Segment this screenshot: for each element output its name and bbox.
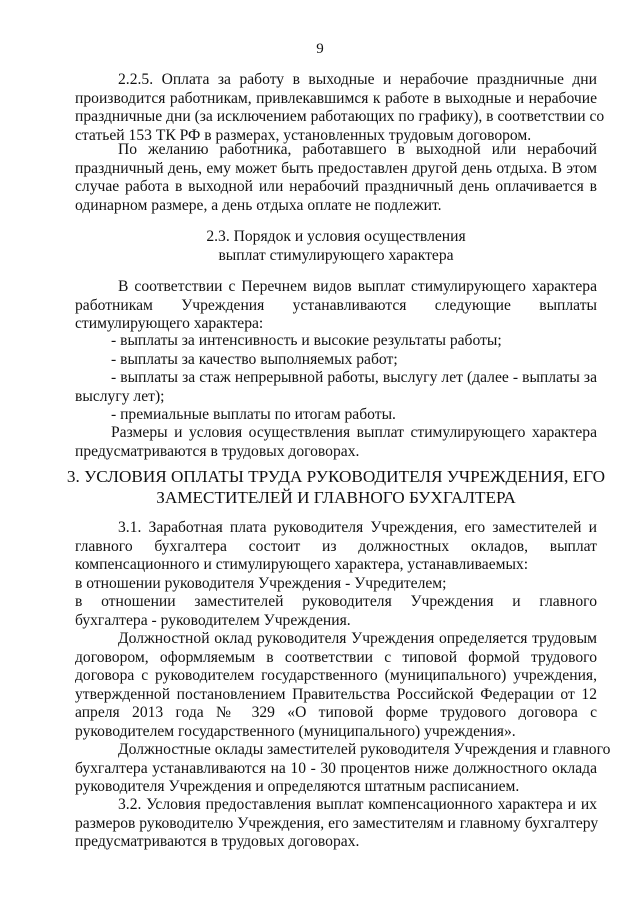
text-line: производится работникам, привлекавшимся к работе в выходные и нерабочие: [75, 89, 597, 107]
text-line: бухгалтера устанавливаются на 10 - 30 процентов ниже должностного оклада: [75, 759, 597, 777]
text-line: в отношении заместителей руководителя Учреждения и главного: [75, 593, 597, 610]
text-line: одинарном размере, а день отдыха оплате не подлежит.: [75, 196, 442, 214]
text-line: 3.1. Заработная плата руководителя Учреждения, его заместителей и: [118, 519, 597, 536]
list-item: - выплаты за интенсивность и высокие результаты работы;: [111, 332, 502, 349]
heading-line: выплат стимулирующего характера: [218, 246, 454, 264]
paragraph-employee-request: [75, 141, 597, 215]
paragraph-3-2: [75, 796, 597, 852]
text-line: главного бухгалтера состоит из должностных окладов, выплат: [75, 537, 597, 555]
text-line: В соответствии с Перечнем видов выплат стимулирующего характера: [118, 278, 597, 295]
heading-line: 3. УСЛОВИЯ ОПЛАТЫ ТРУДА РУКОВОДИТЕЛЯ УЧРЕЖДЕНИЯ, ЕГО: [66, 467, 606, 486]
paragraph-incentive-intro: [75, 278, 597, 334]
paragraph-director-salary: [75, 630, 597, 741]
text-line: Размеры и условия осуществления выплат стимулирующего характера: [111, 424, 597, 441]
heading-line: 2.3. Порядок и условия осуществления: [206, 228, 466, 245]
text-line: размеров руководителю Учреждения, его заместителям и главному бухгалтеру: [75, 814, 599, 832]
text-line: в отношении руководителя Учреждения - Учредителем;: [75, 574, 447, 592]
text-line: статьей 153 ТК РФ в размерах, установленных трудовым договором.: [75, 126, 532, 144]
text-line: Должностной оклад руководителя Учреждения определяется трудовым: [118, 630, 597, 647]
heading-line: ЗАМЕСТИТЕЛЕЙ И ГЛАВНОГО БУХГАЛТЕРА: [156, 488, 516, 507]
text-line: договора с руководителем государственного (муниципального) учреждения,: [75, 667, 597, 684]
text-line: случае работа в выходной или нерабочий праздничный день оплачивается в: [75, 178, 597, 195]
text-line: руководителем государственного (муниципального) учреждения».: [75, 722, 516, 740]
text-line: апреля 2013 года № 329 «О типовой форме трудового договора с: [75, 704, 597, 721]
text-line: 2.2.5. Оплата за работу в выходные и нерабочие праздничные дни: [118, 71, 597, 88]
heading-2-3: [75, 228, 597, 265]
text-line: бухгалтера - руководителем Учреждения.: [75, 611, 351, 629]
text-line: праздничные дни (за исключением работающих по графику), в соответствии со: [75, 108, 605, 125]
text-line: Должностные оклады заместителей руководителя Учреждения и главного: [118, 741, 611, 758]
page-number: 9: [316, 41, 324, 57]
list-item: - выплаты за стаж непрерывной работы, выслугу лет (далее - выплаты за: [111, 369, 597, 386]
text-line: руководителя Учреждения и определяются штатным расписанием.: [75, 778, 520, 795]
text-line: 3.2. Условия предоставления выплат компенсационного характера и их: [118, 796, 597, 813]
paragraph-incentive-sizes: [75, 424, 597, 461]
text-line: работникам Учреждения устанавливаются следующие выплаты: [75, 296, 597, 314]
paragraph-3-1: [75, 519, 597, 630]
list-item: - премиальные выплаты по итогам работы.: [111, 406, 396, 423]
list-item: выслугу лет);: [75, 387, 165, 405]
heading-section-3: [60, 466, 612, 508]
text-line: утвержденной постановлением Правительства Российской Федерации от 12: [75, 685, 597, 703]
text-line: предусматриваются в трудовых договорах.: [75, 442, 360, 460]
text-line: компенсационного и стимулирующего характера, устанавливаемых:: [75, 556, 529, 573]
text-line: предусматриваются в трудовых договорах.: [75, 833, 360, 850]
paragraph-deputies-salary: [75, 741, 611, 797]
text-line: По желанию работника, работавшего в выходной или нерабочий: [118, 141, 597, 158]
list-item: - выплаты за качество выполняемых работ;: [111, 350, 398, 368]
paragraph-2-2-5: [75, 71, 605, 145]
text-line: праздничный день, ему может быть предоставлен другой день отдыха. В этом: [75, 159, 597, 177]
incentive-list: [75, 332, 597, 425]
text-line: договором, оформляемым в соответствии с типовой формой трудового: [75, 648, 597, 666]
text-line: стимулирующего характера:: [75, 315, 264, 332]
